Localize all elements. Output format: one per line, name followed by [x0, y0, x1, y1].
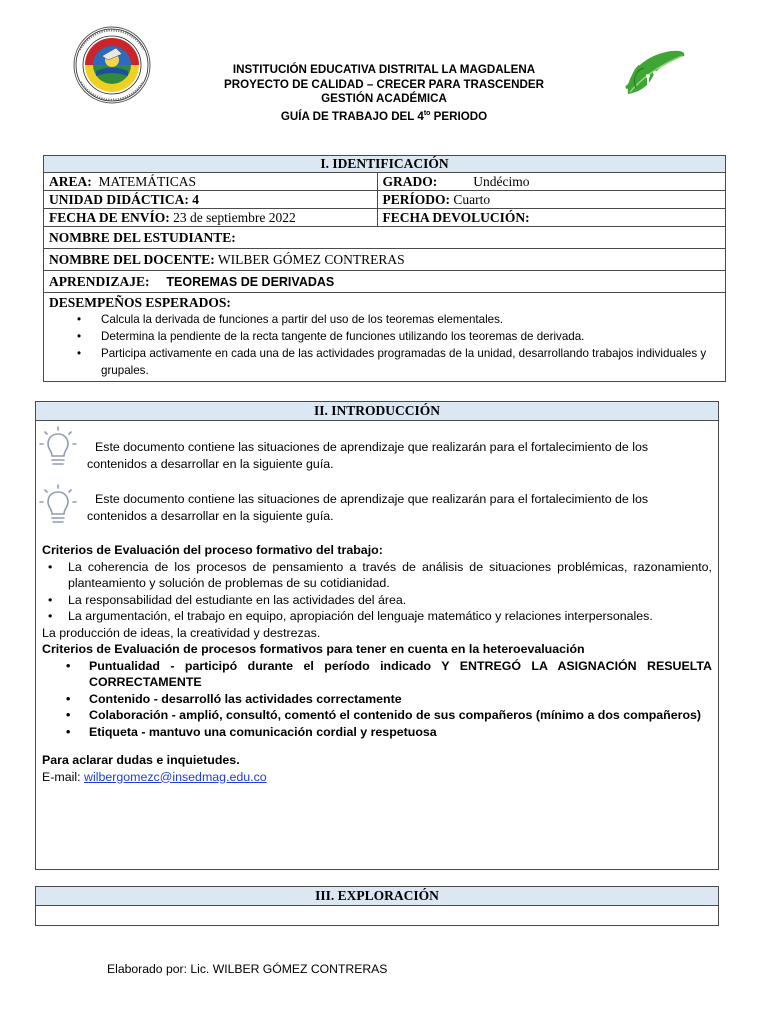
desempenos-label: DESEMPEÑOS ESPERADOS:: [49, 295, 231, 310]
introduction-title: II. INTRODUCCIÓN: [36, 402, 718, 421]
contact-block: [42, 752, 712, 785]
criteria-title: Criterios de Evaluación del proceso formativo del trabajo:: [42, 543, 383, 557]
list-item: • Calcula la derivada de funciones a partir del uso de los teoremas elementales.: [73, 311, 720, 328]
intro-line: Este documento contiene las situaciones de aprendizaje que realizarán para el fortalecimiento de los: [95, 492, 649, 506]
email-label: E-mail:: [42, 769, 84, 784]
list-item: • Determina la pendiente de la recta tangente de funciones utilizando los teoremas de derivada.: [73, 328, 720, 345]
hetero-list: [42, 658, 712, 741]
lightbulb-icon: [39, 484, 77, 528]
project-name: PROYECTO DE CALIDAD – CRECER PARA TRASCENDER: [224, 77, 544, 91]
fecha-envio-cell: FECHA DE ENVÍO: 23 de septiembre 2022: [44, 209, 378, 227]
criteria-extra: La producción de ideas, la creatividad y destrezas.: [42, 625, 321, 640]
exploration-section: [35, 886, 719, 926]
identification-title: I. IDENTIFICACIÓN: [44, 156, 726, 173]
introduction-section: [35, 401, 719, 870]
grado-cell: GRADO: Undécimo: [377, 173, 725, 191]
intro-line: contenidos a desarrollar en la siguiente guía.: [87, 456, 334, 471]
intro-line: contenidos a desarrollar en la siguiente guía.: [87, 508, 334, 523]
intro-paragraph: [39, 426, 715, 472]
list-item: • La coherencia de los procesos de pensamiento a través de análisis de situaciones problémicas, razonamiento, planteamiento y solución de problemas de su cotidianidad.: [42, 559, 712, 592]
list-item: • Colaboración - amplió, consultó, comentó el contenido de sus compañeros (mínimo a dos compañeros): [42, 707, 712, 724]
institution-name: INSTITUCIÓN EDUCATIVA DISTRITAL LA MAGDALENA: [232, 63, 536, 76]
area-cell: AREA: MATEMÁTICAS: [44, 173, 378, 191]
periodo-cell: PERÍODO: Cuarto: [377, 191, 725, 209]
intro-paragraph: [39, 484, 715, 524]
desempenos-list: [49, 311, 720, 381]
management-name: GESTIÓN ACADÉMICA: [321, 92, 447, 105]
intro-line: Este documento contiene las situaciones de aprendizaje que realizarán para el fortalecimiento de los: [95, 440, 649, 454]
list-item: • La argumentación, el trabajo en equipo, apropiación del lenguaje matemático y relaciones interpersonales.: [42, 608, 712, 625]
nombre-estudiante-cell: NOMBRE DEL ESTUDIANTE:: [44, 227, 726, 249]
document-header: [160, 63, 608, 124]
unidad-cell: UNIDAD DIDÁCTICA: 4: [44, 191, 378, 209]
list-item: • Participa activamente en cada una de las actividades programadas de la unidad, desarrollando trabajos individuales y grupales.: [73, 345, 720, 379]
aprendizaje-cell: APRENDIZAJE: TEOREMAS DE DERIVADAS: [44, 271, 726, 293]
list-item: • Contenido - desarrolló las actividades correctamente: [42, 691, 712, 708]
green-leaf-logo: [622, 48, 688, 98]
list-item: • Etiqueta - mantuvo una comunicación cordial y respetuosa: [42, 724, 712, 741]
lightbulb-icon: [39, 426, 77, 470]
contact-title: Para aclarar dudas e inquietudes.: [42, 753, 240, 767]
school-seal-logo: [72, 26, 152, 104]
footer-credit: Elaborado por: Lic. WILBER GÓMEZ CONTRERAS: [107, 962, 388, 976]
list-item: • Puntualidad - participó durante el período indicado Y ENTREGÓ LA ASIGNACIÓN RESUELTA CORRECTAMENTE: [42, 658, 712, 691]
email-link[interactable]: wilbergomezc@insedmag.edu.co: [84, 769, 267, 784]
criteria-block: [42, 542, 712, 785]
hetero-title: Criterios de Evaluación de procesos formativos para tener en cuenta en la heteroevaluación: [42, 642, 585, 656]
fecha-devolucion-cell: FECHA DEVOLUCIÓN:: [377, 209, 725, 227]
guide-title: GUÍA DE TRABAJO DEL $4^{to}$ PERIODO: [280, 109, 488, 123]
email-line: [42, 769, 712, 786]
desempenos-cell: [44, 293, 726, 382]
list-item: • La responsabilidad del estudiante en las actividades del área.: [42, 592, 712, 609]
nombre-docente-cell: NOMBRE DEL DOCENTE: WILBER GÓMEZ CONTRERAS: [44, 249, 726, 271]
exploration-title: III. EXPLORACIÓN: [36, 887, 718, 906]
identification-table: [43, 155, 726, 382]
criteria-list: [42, 559, 712, 625]
